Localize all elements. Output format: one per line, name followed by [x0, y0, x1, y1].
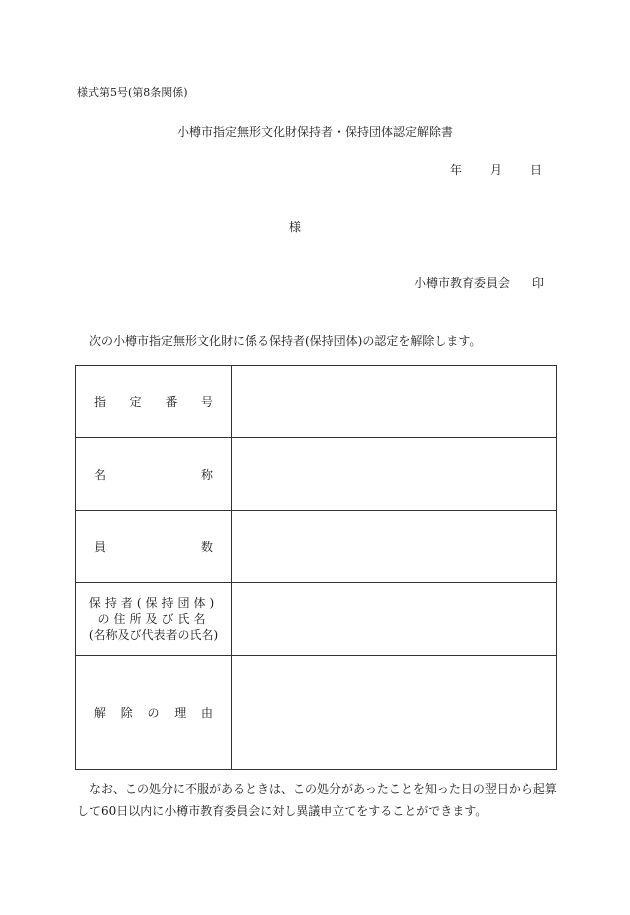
table-row-name: [76, 438, 557, 511]
label-char: 解: [94, 706, 107, 720]
issuer-line: [414, 274, 544, 291]
label-designation-number: [76, 366, 232, 438]
label-char: 指: [94, 395, 107, 409]
form-number: 様式第5号(第8条関係): [77, 86, 188, 99]
issuer-name: 小樽市教育委員会: [413, 276, 510, 290]
label-char: 名: [94, 467, 107, 482]
table-row-members: [76, 511, 557, 583]
date-month-label: 月: [489, 163, 502, 177]
label-char: 理: [174, 706, 187, 720]
document-title: 小樽市指定無形文化財保持者・保持団体認定解除書: [176, 125, 453, 139]
value-reason[interactable]: [232, 656, 557, 770]
label-members: [76, 511, 232, 583]
label-char: 除: [120, 706, 133, 720]
label-char: 号: [200, 395, 213, 409]
footer-note: [77, 778, 559, 822]
label-holder: [76, 583, 232, 656]
addressee-honorific: 様: [289, 220, 302, 234]
label-holder-line3: (名称及び代表者の氏名): [88, 628, 219, 642]
table-row-designation-number: [76, 366, 557, 438]
notice-body: 次の小樽市指定無形文化財に係る保持者(保持団体)の認定を解除します。: [89, 334, 482, 348]
label-char: の: [147, 706, 160, 720]
value-name[interactable]: [232, 438, 557, 511]
issuer-seal-label: 印: [531, 276, 544, 290]
label-char: 由: [200, 706, 213, 720]
label-name: [76, 438, 232, 511]
value-members[interactable]: [232, 511, 557, 583]
certificate-table: [75, 365, 557, 770]
date-line: [450, 161, 542, 178]
label-holder-line2: の住所及び氏名: [97, 612, 210, 626]
label-char: 番: [165, 395, 178, 409]
date-day-label: 日: [529, 163, 542, 177]
label-holder-line1: 保持者(保持団体): [88, 596, 219, 610]
value-holder[interactable]: [232, 583, 557, 656]
footer-note-text: なお、この処分に不服があるときは、この処分があったことを知った日の翌日から起算して60日以内に小樽市教育委員会に対し異議申立てをすることができます。: [77, 782, 557, 818]
label-char: 定: [129, 395, 142, 409]
label-char: 数: [200, 540, 213, 554]
label-char: 称: [200, 467, 213, 482]
table-row-holder: [76, 583, 557, 656]
label-reason: [76, 656, 232, 770]
label-char: 員: [94, 540, 107, 554]
date-year-label: 年: [449, 163, 462, 177]
value-designation-number[interactable]: [232, 366, 557, 438]
table-row-reason: [76, 656, 557, 770]
